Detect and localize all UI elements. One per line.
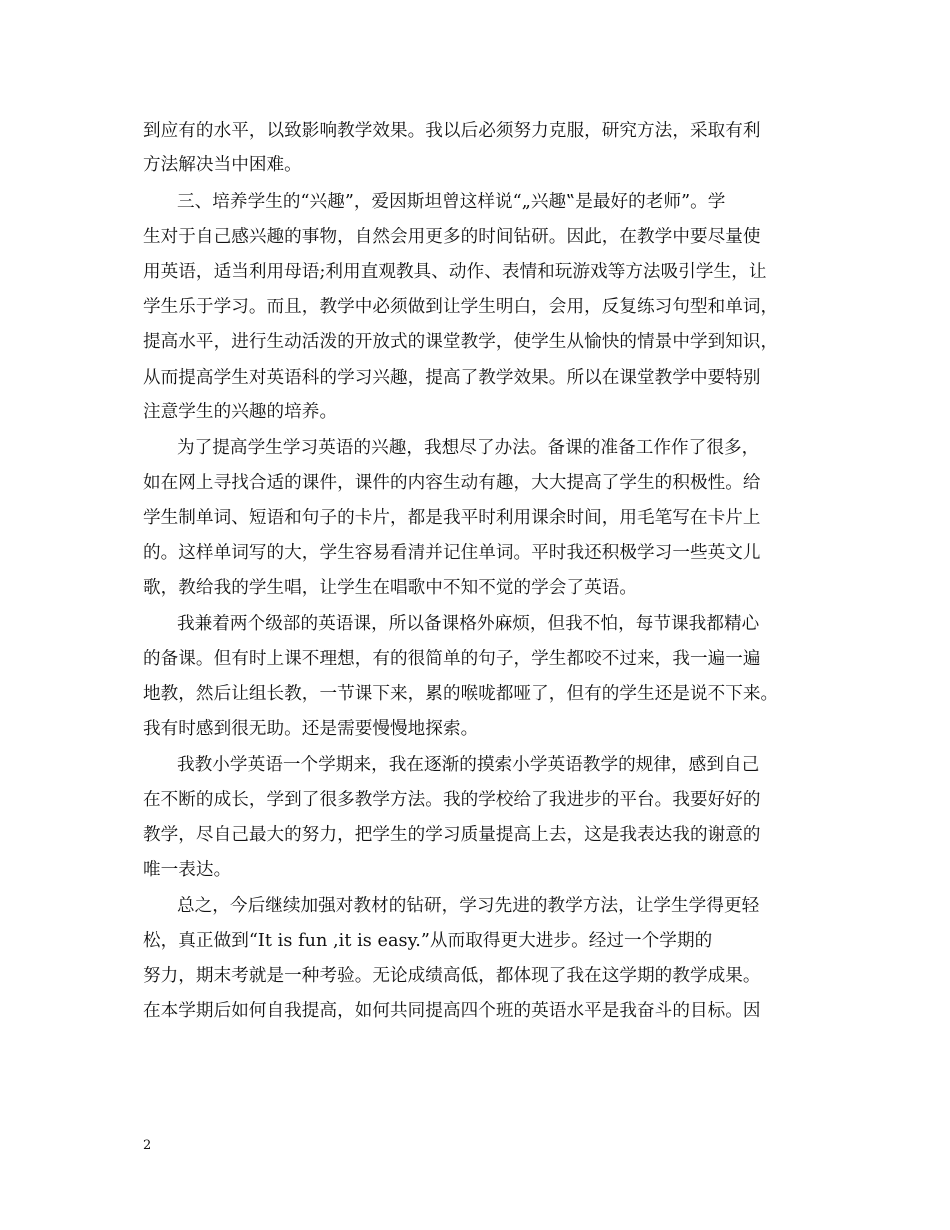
text-line: 的备课。但有时上课不理想，有的很简单的句子，学生都咬不过来，我一遍一遍 <box>143 649 761 669</box>
paragraph-start-line: 我兼着两个级部的英语课，所以备课格外麻烦，但我不怕，每节课我都精心 <box>177 614 760 634</box>
paragraph-start-line: 三、培养学生的“兴趣”，爱因斯坦曾这样说“„兴趣‟是最好的老师”。学 <box>177 192 726 212</box>
text-line: 在本学期后如何自我提高，如何共同提高四个班的英语水平是我奋斗的目标。因 <box>143 1001 761 1021</box>
text-line: 松，真正做到“It is fun ,it is easy.”从而取得更大进步。经过一个学期的 <box>143 931 713 951</box>
text-line: 学生乐于学习。而且，教学中必须做到让学生明白，会用，反复练习句型和单词， <box>143 297 779 317</box>
text-line: 教学，尽自己最大的努力，把学生的学习质量提高上去，这是我表达我的谢意的 <box>143 825 761 845</box>
text-line: 生对于自己感兴趣的事物，自然会用更多的时间钻研。因此，在教学中要尽量使 <box>143 227 761 247</box>
text-line: 的。这样单词写的大，学生容易看清并记住单词。平时我还积极学习一些英文儿 <box>143 543 761 563</box>
text-line: 用英语，适当利用母语;利用直观教具、动作、表情和玩游戏等方法吸引学生，让 <box>143 262 767 282</box>
text-line: 方法解决当中困难。 <box>143 155 302 175</box>
text-line: 如在网上寻找合适的课件，课件的内容生动有趣，大大提高了学生的积极性。给 <box>143 473 761 493</box>
page-number: 2 <box>143 1138 152 1153</box>
text-line: 在不断的成长，学到了很多教学方法。我的学校给了我进步的平台。我要好好的 <box>143 790 761 810</box>
paragraph-start-line: 总之，今后继续加强对教材的钻研，学习先进的教学方法，让学生学得更轻 <box>177 896 760 916</box>
text-line: 唯一表达。 <box>143 860 232 880</box>
text-line: 学生制单词、短语和句子的卡片，都是我平时利用课余时间，用毛笔写在卡片上 <box>143 508 761 528</box>
text-line: 从而提高学生对英语科的学习兴趣，提高了教学效果。所以在课堂教学中要特别 <box>143 368 761 388</box>
text-line: 歌，教给我的学生唱，让学生在唱歌中不知不觉的学会了英语。 <box>143 578 638 598</box>
paragraph-start-line: 我教小学英语一个学期来，我在逐渐的摸索小学英语教学的规律，感到自己 <box>177 755 760 775</box>
paragraph-start-line: 为了提高学生学习英语的兴趣，我想尽了办法。备课的准备工作作了很多， <box>177 438 760 458</box>
text-line: 到应有的水平，以致影响教学效果。我以后必须努力克服，研究方法，采取有利 <box>143 121 761 141</box>
text-line: 注意学生的兴趣的培养。 <box>143 402 338 422</box>
text-line: 提高水平，进行生动活泼的开放式的课堂教学，使学生从愉快的情景中学到知识， <box>143 332 779 352</box>
text-line: 努力，期末考就是一种考验。无论成绩高低，都体现了我在这学期的教学成果。 <box>143 966 761 986</box>
text-line: 地教，然后让组长教，一节课下来，累的喉咙都哑了，但有的学生还是说不下来。 <box>143 684 779 704</box>
text-line: 我有时感到很无助。还是需要慢慢地探索。 <box>143 719 479 739</box>
